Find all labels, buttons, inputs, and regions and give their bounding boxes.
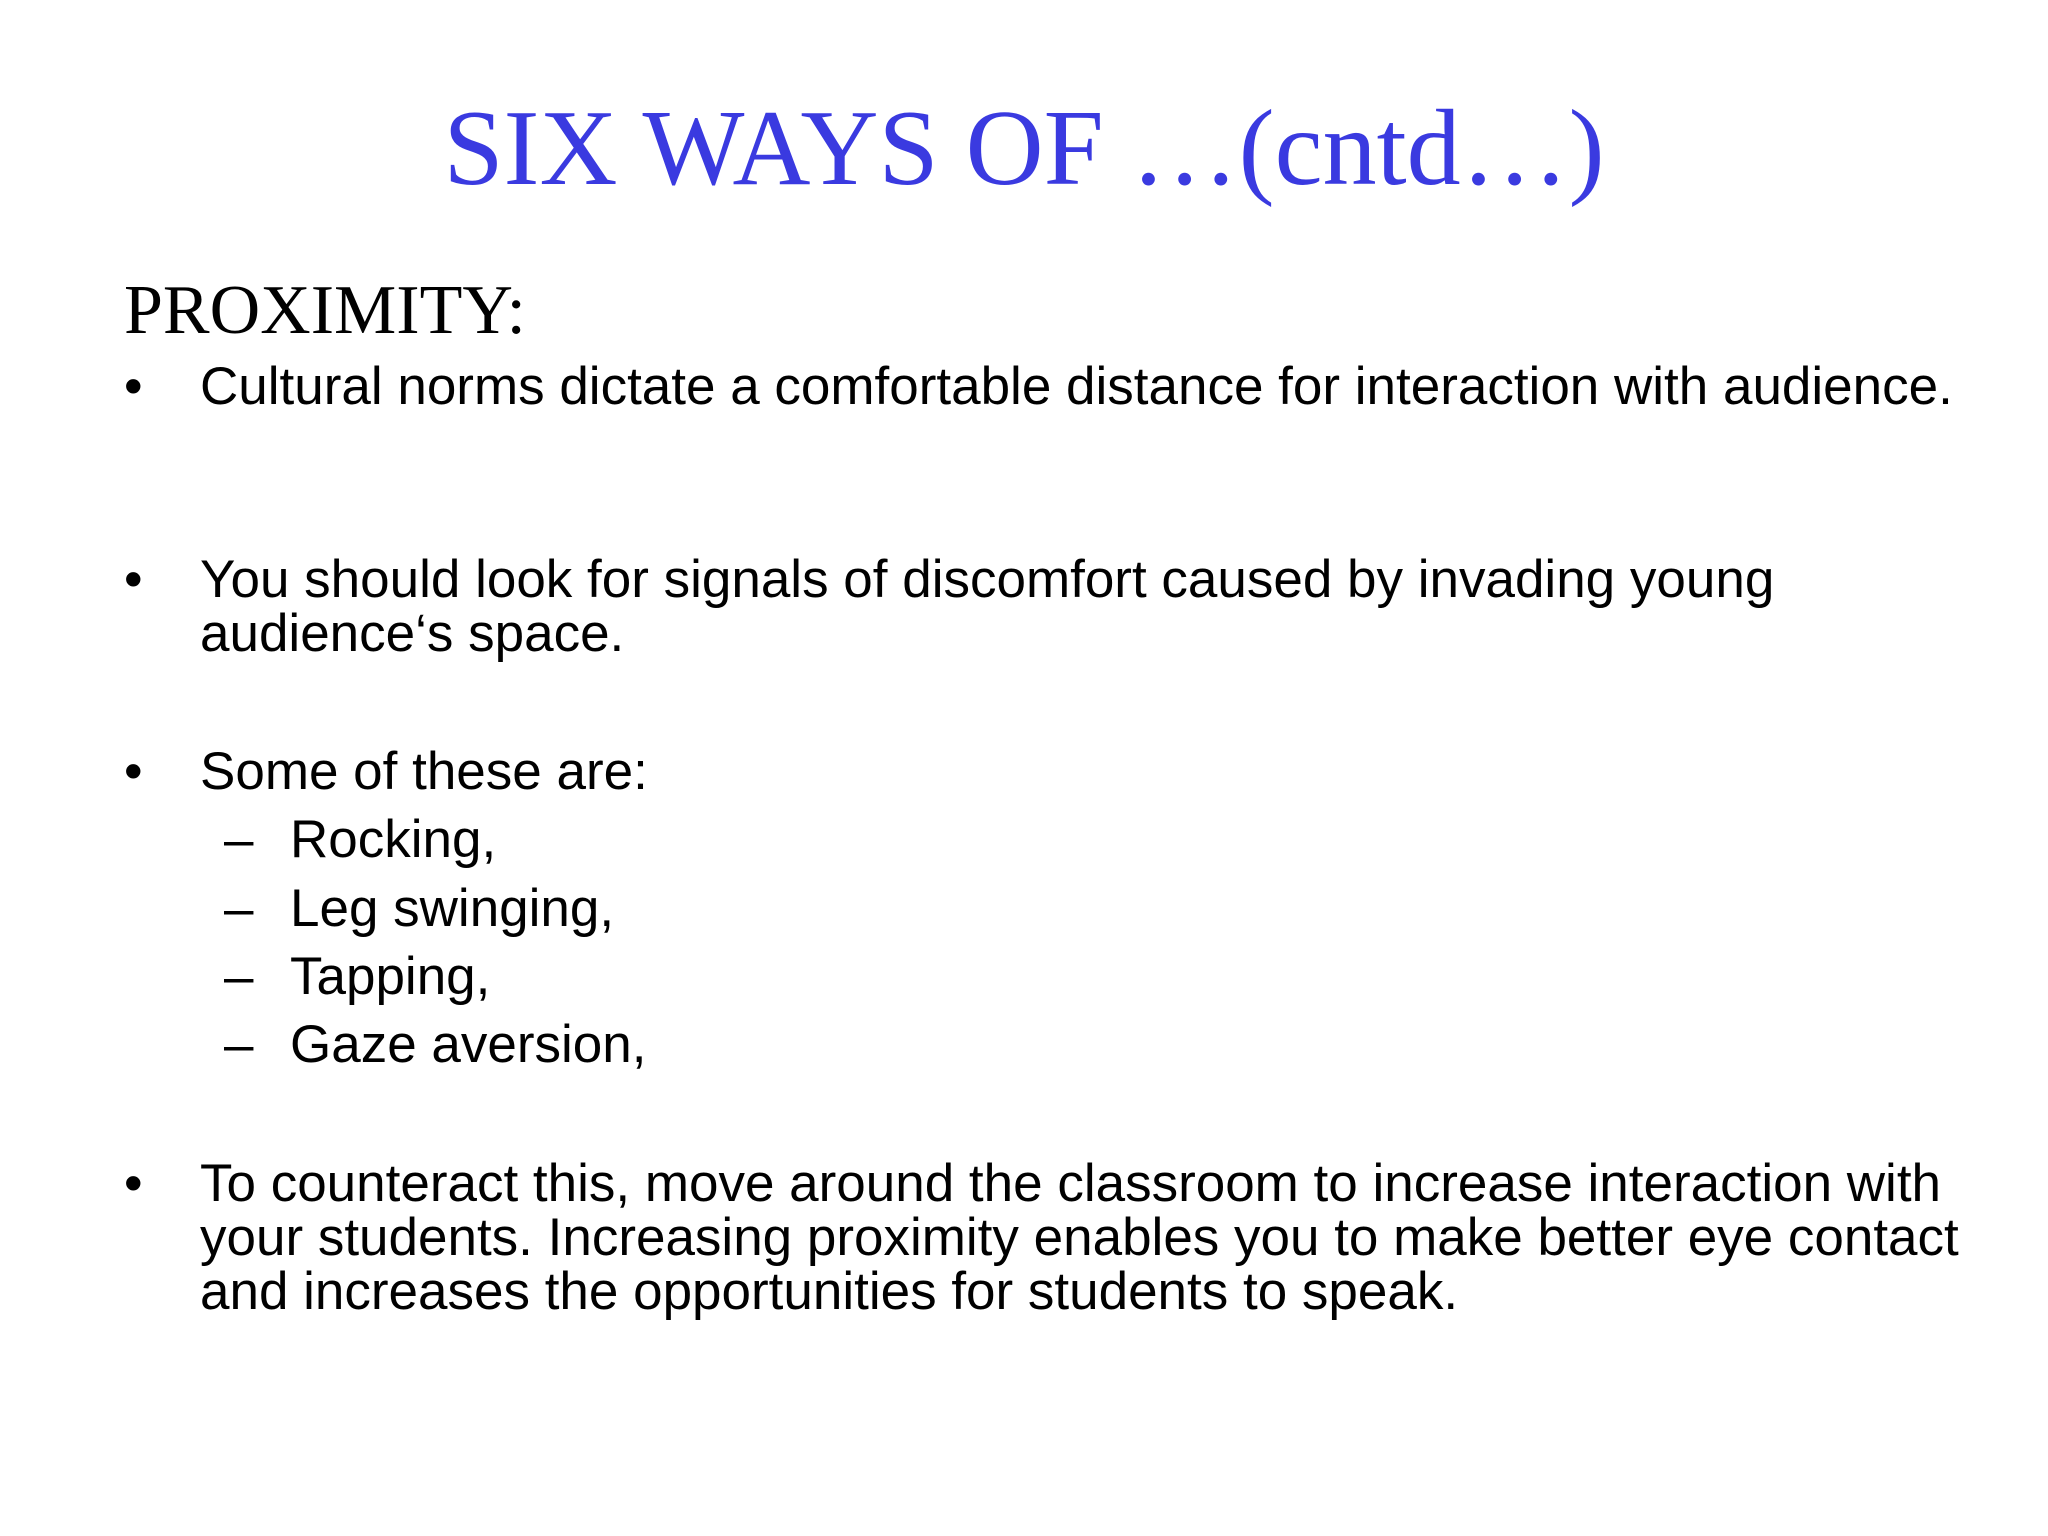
bullet-text: To counteract this, move around the classroom to increase interaction with your students. Increasing proximity enables you to make better eye contact and increases the opportunities for students to speak. — [200, 1154, 1959, 1321]
sub-marker: – — [224, 810, 254, 869]
bullet-marker: • — [124, 742, 143, 801]
sub-marker: – — [224, 947, 254, 1006]
bullet-marker: • — [124, 1154, 143, 1213]
bullet-marker: • — [124, 357, 143, 416]
bullet-text: You should look for signals of discomfort caused by invading young audience‘s space. — [200, 550, 1775, 663]
section-heading: PROXIMITY: — [124, 272, 526, 349]
bullet-marker: • — [124, 550, 143, 609]
sub-item-text: Rocking, — [290, 810, 497, 869]
sub-marker: – — [224, 1015, 254, 1074]
sub-item-text: Gaze aversion, — [290, 1015, 647, 1074]
sub-item-text: Leg swinging, — [290, 879, 615, 938]
sub-item-text: Tapping, — [290, 947, 491, 1006]
sub-marker: – — [224, 879, 254, 938]
bullet-text: Cultural norms dictate a comfortable distance for interaction with audience. — [200, 357, 1953, 416]
bullet-text: Some of these are: — [200, 742, 648, 801]
slide-title: SIX WAYS OF …(cntd…) — [443, 89, 1605, 208]
